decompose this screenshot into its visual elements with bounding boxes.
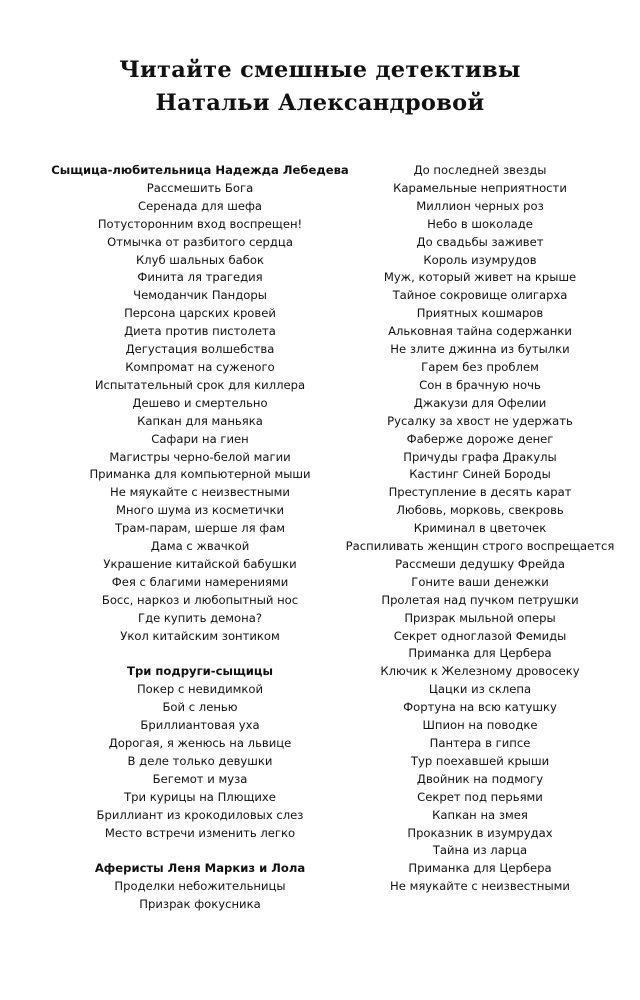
- book-title: Секрет одноглазой Фемиды: [393, 628, 567, 643]
- book-title: Где купить демона?: [138, 610, 262, 625]
- book-title: Рассмеши дедушку Фрейда: [395, 556, 565, 571]
- book-title: Причуды графа Дракулы: [403, 449, 557, 464]
- book-title: Покер с невидимкой: [136, 682, 264, 697]
- book-title: Цацки из склепа: [428, 682, 532, 697]
- book-title: Бриллиант из крокодиловых слез: [96, 807, 304, 822]
- book-title: Чемоданчик Пандоры: [133, 288, 267, 303]
- book-title: Тайна из ларца: [432, 843, 528, 858]
- section-spacer: [40, 842, 360, 860]
- book-title: Потусторонним вход воспрещен!: [97, 216, 303, 231]
- book-title: Сон в брачную ночь: [419, 377, 541, 392]
- book-title: Проделки небожительницы: [114, 879, 286, 894]
- book-title: Место встречи изменить легко: [104, 825, 296, 840]
- book-title: Дешево и смертельно: [132, 395, 268, 410]
- book-title: Серенада для шефа: [137, 198, 263, 213]
- series-heading: Три подруги-сыщицы: [127, 664, 273, 679]
- book-title: Приятных кошмаров: [416, 306, 544, 321]
- book-title: Три курицы на Плющихе: [124, 789, 276, 804]
- book-title: До свадьбы заживет: [416, 234, 544, 249]
- book-title: Фея с благими намерениями: [111, 574, 289, 589]
- book-title: Тур поехавшей крыши: [410, 753, 550, 768]
- book-title: Приманка для Цербера: [408, 861, 552, 876]
- book-title: Проказник в изумрудах: [407, 825, 553, 840]
- book-title: Укол китайским зонтиком: [120, 628, 280, 643]
- book-title: В деле только девушки: [127, 753, 273, 768]
- book-title: Преступление в десять карат: [388, 485, 572, 500]
- book-title: Криминал в цветочек: [413, 521, 547, 536]
- book-title: Пролетая над пучком петрушки: [381, 592, 579, 607]
- book-title: Гарем без проблем: [421, 359, 539, 374]
- book-title: Отмычка от разбитого сердца: [107, 234, 293, 249]
- book-title: Призрак фокусника: [139, 897, 261, 912]
- book-title: Секрет под перьями: [417, 789, 543, 804]
- book-title: Бегемот и муза: [152, 771, 248, 786]
- book-title: Не мяукайте с неизвестными: [110, 485, 290, 500]
- section-spacer: [40, 645, 360, 663]
- left-column: [40, 162, 360, 914]
- book-title: Двойник на подмогу: [416, 771, 544, 786]
- book-title: До последней звезды: [413, 163, 547, 177]
- book-title: Капкан для маньяка: [137, 413, 263, 428]
- book-title: Много шума из косметички: [116, 503, 284, 518]
- book-title: Любовь, морковь, свекровь: [396, 503, 564, 518]
- book-title: Фортуна на всю катушку: [403, 700, 557, 715]
- book-title: Трам-парам, шерше ля фам: [114, 521, 286, 536]
- page-title: [0, 54, 640, 120]
- book-title: Дама с жвачкой: [150, 539, 250, 554]
- book-title: Украшение китайской бабушки: [103, 556, 297, 571]
- book-title: Фаберже дороже денег: [406, 431, 554, 446]
- book-title: Небо в шоколаде: [427, 216, 533, 231]
- book-title: Приманка для компьютерной мыши: [89, 467, 311, 482]
- book-title: Босс, наркоз и любопытный нос: [101, 592, 299, 607]
- book-title: Миллион черных роз: [416, 198, 544, 213]
- book-title: Рассмешить Бога: [146, 180, 254, 195]
- book-title: Гоните ваши денежки: [411, 574, 549, 589]
- book-title: Испытательный срок для киллера: [94, 377, 306, 392]
- book-title: Призрак мыльной оперы: [404, 610, 556, 625]
- book-title: Пантера в гипсе: [429, 736, 531, 750]
- book-title: Джакузи для Офелии: [413, 395, 547, 410]
- title-line-1: Читайте смешные детективы: [119, 57, 521, 83]
- book-title: Русалку за хвост не удержать: [387, 413, 573, 428]
- book-title: Финита ля трагедия: [137, 270, 263, 285]
- book-title: Дорогая, я женюсь на львице: [108, 735, 292, 750]
- book-title: Компромат на суженого: [125, 359, 275, 374]
- book-title: Шпион на поводке: [422, 718, 538, 733]
- series-heading: Сыщица-любительница Надежда Лебедева: [51, 163, 349, 177]
- book-title: Персона царских кровей: [124, 306, 276, 321]
- book-title: Тайное сокровище олигарха: [392, 288, 568, 303]
- book-title: Клуб шальных бабок: [135, 252, 265, 267]
- book-title: Не мяукайте с неизвестными: [390, 879, 570, 894]
- book-title: Не злите джинна из бутылки: [390, 342, 570, 357]
- book-title: Бой с ленью: [162, 700, 238, 715]
- book-title: Дегустация волшебства: [125, 342, 275, 357]
- book-title: Магистры черно-белой магии: [109, 449, 291, 464]
- book-title: Ключик к Железному дровосеку: [380, 664, 580, 679]
- book-title: Муж, который живет на крыше: [383, 270, 577, 285]
- book-title: Распиливать женщин строго воспрещается: [345, 539, 615, 554]
- right-column: [330, 162, 630, 896]
- book-title: Приманка для Цербера: [408, 646, 552, 661]
- book-title: Кастинг Синей Бороды: [409, 467, 551, 482]
- book-title: Диета против пистолета: [124, 324, 276, 339]
- book-title: Капкан на змея: [432, 807, 528, 822]
- book-title: Король изумрудов: [423, 252, 537, 267]
- series-heading: Аферисты Леня Маркиз и Лола: [94, 861, 306, 876]
- book-title: Альковная тайна содержанки: [388, 324, 572, 339]
- book-title: Сафари на гиен: [151, 431, 249, 446]
- title-line-2: Натальи Александровой: [155, 90, 485, 116]
- book-title: Бриллиантовая уха: [140, 718, 260, 733]
- book-title: Карамельные неприятности: [393, 180, 567, 195]
